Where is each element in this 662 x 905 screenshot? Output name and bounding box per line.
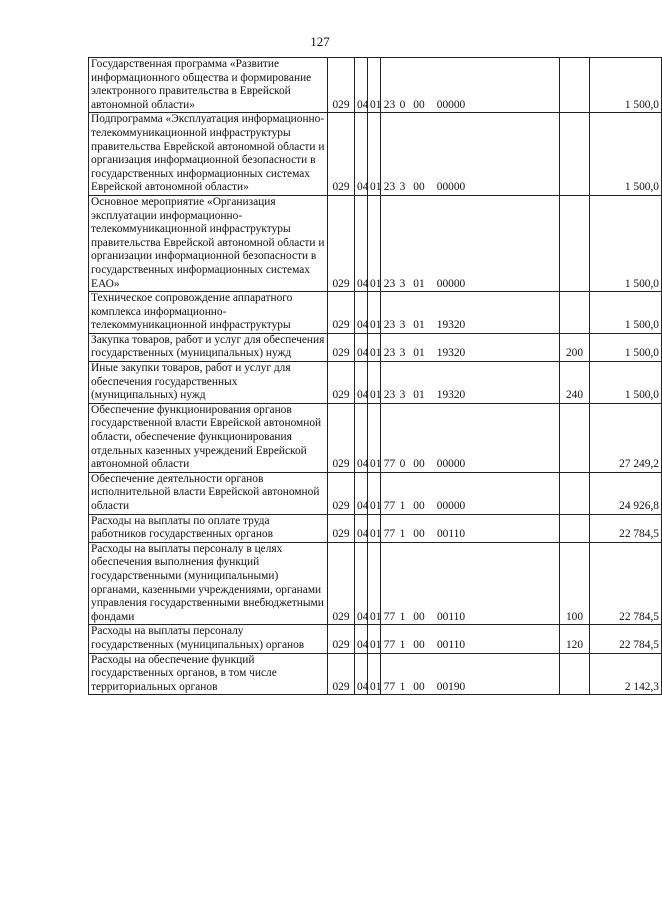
csr-activity: 00 bbox=[413, 181, 425, 194]
csr-subprogram: 3 bbox=[399, 347, 406, 360]
page-number: 127 bbox=[310, 34, 330, 49]
csr-program: 23 bbox=[383, 98, 396, 111]
amount: 27 249,2 bbox=[590, 403, 662, 472]
table-row bbox=[89, 542, 662, 625]
csr-program: 23 bbox=[383, 181, 396, 194]
target-article-code bbox=[381, 113, 560, 196]
csr-direction: 19320 bbox=[436, 389, 466, 402]
expense-type-code bbox=[560, 514, 590, 542]
csr-activity: 01 bbox=[413, 319, 425, 332]
csr-program: 77 bbox=[383, 528, 396, 541]
section-code: 04 bbox=[355, 472, 368, 514]
csr-program: 23 bbox=[383, 277, 396, 290]
row-name: Обеспечение функционирования органов государственной власти Еврейской автономной области, обеспечение функционирования отдельных казенных учреждений Еврейской автономной области bbox=[89, 403, 328, 472]
table-row bbox=[89, 292, 662, 334]
row-name: Государственная программа «Развитие информационного общества и формирование электронного правительства в Еврейской автономной области» bbox=[89, 58, 328, 113]
expense-type-code: 200 bbox=[560, 333, 590, 361]
csr-activity: 00 bbox=[413, 680, 425, 693]
grbs-code: 029 bbox=[328, 362, 355, 404]
csr-activity: 01 bbox=[413, 347, 425, 360]
expense-type-code: 120 bbox=[560, 625, 590, 653]
csr-subprogram: 1 bbox=[399, 638, 406, 651]
row-name: Иные закупки товаров, работ и услуг для обеспечения государственных (муниципальных) нужд bbox=[89, 362, 328, 404]
amount: 1 500,0 bbox=[590, 195, 662, 291]
amount: 2 142,3 bbox=[590, 653, 662, 695]
subsection-code: 01 bbox=[368, 625, 381, 653]
csr-subprogram: 3 bbox=[399, 277, 406, 290]
row-name: Обеспечение деятельности органов исполнительной власти Еврейской автономной области bbox=[89, 472, 328, 514]
target-article-code bbox=[381, 195, 560, 291]
grbs-code: 029 bbox=[328, 195, 355, 291]
csr-direction: 19320 bbox=[436, 347, 466, 360]
target-article-code bbox=[381, 403, 560, 472]
csr-subprogram: 0 bbox=[399, 458, 406, 471]
csr-direction: 00000 bbox=[436, 277, 466, 290]
csr-program: 77 bbox=[383, 458, 396, 471]
row-name: Основное мероприятие «Организация эксплуатации информационно-телекоммуникационной инфраструктуры правительства Еврейской автономной области и организации информационной безопасности в государственных информационных системах ЕАО» bbox=[89, 195, 328, 291]
subsection-code: 01 bbox=[368, 292, 381, 334]
expense-type-code bbox=[560, 113, 590, 196]
row-name: Расходы на выплаты персоналу государственных (муниципальных) органов bbox=[89, 625, 328, 653]
subsection-code: 01 bbox=[368, 472, 381, 514]
csr-activity: 00 bbox=[413, 98, 425, 111]
section-code: 04 bbox=[355, 195, 368, 291]
csr-activity: 00 bbox=[413, 610, 425, 623]
csr-subprogram: 3 bbox=[399, 389, 406, 402]
section-code: 04 bbox=[355, 542, 368, 625]
grbs-code: 029 bbox=[328, 333, 355, 361]
target-article-code bbox=[381, 625, 560, 653]
section-code: 04 bbox=[355, 58, 368, 113]
csr-direction: 00000 bbox=[436, 458, 466, 471]
expense-type-code bbox=[560, 472, 590, 514]
csr-subprogram: 1 bbox=[399, 680, 406, 693]
expense-type-code: 240 bbox=[560, 362, 590, 404]
csr-program: 77 bbox=[383, 680, 396, 693]
csr-subprogram: 1 bbox=[399, 528, 406, 541]
csr-subprogram: 1 bbox=[399, 610, 406, 623]
csr-direction: 00000 bbox=[436, 500, 466, 512]
section-code: 04 bbox=[355, 403, 368, 472]
row-name: Расходы на выплаты по оплате труда работников государственных органов bbox=[89, 514, 328, 542]
subsection-code: 01 bbox=[368, 58, 381, 113]
csr-direction: 00190 bbox=[436, 680, 466, 693]
csr-program: 23 bbox=[383, 319, 396, 332]
row-name: Закупка товаров, работ и услуг для обеспечения государственных (муниципальных) нужд bbox=[89, 333, 328, 361]
grbs-code: 029 bbox=[328, 472, 355, 514]
subsection-code: 01 bbox=[368, 514, 381, 542]
subsection-code: 01 bbox=[368, 333, 381, 361]
target-article-code bbox=[381, 542, 560, 625]
expense-type-code bbox=[560, 195, 590, 291]
amount: 1 500,0 bbox=[590, 362, 662, 404]
row-name: Техническое сопровождение аппаратного комплекса информационно-телекоммуникационной инфраструктуры bbox=[89, 292, 328, 334]
section-code: 04 bbox=[355, 653, 368, 695]
csr-direction: 00000 bbox=[436, 98, 466, 111]
amount: 22 784,5 bbox=[590, 542, 662, 625]
row-name: Расходы на обеспечение функций государственных органов, в том числе территориальных органов bbox=[89, 653, 328, 695]
table-row bbox=[89, 195, 662, 291]
subsection-code: 01 bbox=[368, 403, 381, 472]
section-code: 04 bbox=[355, 362, 368, 404]
row-name: Подпрограмма «Эксплуатация информационно-телекоммуникационной инфраструктуры правительства Еврейской автономной области и организация информационной безопасности в государственных информационных системах Еврейской автономной области» bbox=[89, 113, 328, 196]
section-code: 04 bbox=[355, 292, 368, 334]
expense-type-code bbox=[560, 653, 590, 695]
table-row bbox=[89, 625, 662, 653]
target-article-code bbox=[381, 333, 560, 361]
subsection-code: 01 bbox=[368, 542, 381, 625]
csr-direction: 00000 bbox=[436, 181, 466, 194]
grbs-code: 029 bbox=[328, 403, 355, 472]
csr-activity: 00 bbox=[413, 458, 425, 471]
section-code: 04 bbox=[355, 333, 368, 361]
row-name: Расходы на выплаты персоналу в целях обеспечения выполнения функций государственными (муниципальными) органами, казенными учреждениями, органами управления государственными внебюджетными фондами bbox=[89, 542, 328, 625]
amount: 22 784,5 bbox=[590, 625, 662, 653]
csr-program: 77 bbox=[383, 610, 396, 623]
grbs-code: 029 bbox=[328, 514, 355, 542]
expense-type-code bbox=[560, 58, 590, 113]
csr-program: 23 bbox=[383, 389, 396, 402]
table-row bbox=[89, 472, 662, 514]
csr-subprogram: 0 bbox=[399, 98, 406, 111]
csr-activity: 00 bbox=[413, 638, 425, 651]
expense-type-code: 100 bbox=[560, 542, 590, 625]
csr-activity: 00 bbox=[413, 528, 425, 541]
subsection-code: 01 bbox=[368, 113, 381, 196]
target-article-code bbox=[381, 514, 560, 542]
target-article-code bbox=[381, 362, 560, 404]
amount: 22 784,5 bbox=[590, 514, 662, 542]
section-code: 04 bbox=[355, 625, 368, 653]
grbs-code: 029 bbox=[328, 542, 355, 625]
amount: 1 500,0 bbox=[590, 58, 662, 113]
table-row bbox=[89, 333, 662, 361]
grbs-code: 029 bbox=[328, 113, 355, 196]
amount: 24 926,8 bbox=[590, 472, 662, 514]
csr-program: 77 bbox=[383, 638, 396, 651]
section-code: 04 bbox=[355, 514, 368, 542]
table-row bbox=[89, 362, 662, 404]
table-row bbox=[89, 58, 662, 113]
table-row bbox=[89, 403, 662, 472]
table-row bbox=[89, 514, 662, 542]
amount: 1 500,0 bbox=[590, 292, 662, 334]
grbs-code: 029 bbox=[328, 653, 355, 695]
table-row bbox=[89, 113, 662, 196]
table-row bbox=[89, 653, 662, 695]
target-article-code bbox=[381, 472, 560, 514]
subsection-code: 01 bbox=[368, 362, 381, 404]
budget-table bbox=[88, 57, 662, 695]
csr-activity: 00 bbox=[413, 500, 425, 512]
amount: 1 500,0 bbox=[590, 113, 662, 196]
csr-activity: 01 bbox=[413, 389, 425, 402]
csr-direction: 00110 bbox=[436, 528, 466, 541]
csr-activity: 01 bbox=[413, 277, 425, 290]
grbs-code: 029 bbox=[328, 58, 355, 113]
target-article-code bbox=[381, 58, 560, 113]
csr-program: 23 bbox=[383, 347, 396, 360]
grbs-code: 029 bbox=[328, 292, 355, 334]
target-article-code bbox=[381, 653, 560, 695]
amount: 1 500,0 bbox=[590, 333, 662, 361]
csr-program: 77 bbox=[383, 500, 396, 512]
target-article-code bbox=[381, 292, 560, 334]
subsection-code: 01 bbox=[368, 653, 381, 695]
csr-direction: 00110 bbox=[436, 610, 466, 623]
csr-subprogram: 3 bbox=[399, 319, 406, 332]
csr-subprogram: 1 bbox=[399, 500, 406, 512]
subsection-code: 01 bbox=[368, 195, 381, 291]
csr-direction: 00110 bbox=[436, 638, 466, 651]
csr-direction: 19320 bbox=[436, 319, 466, 332]
expense-type-code bbox=[560, 403, 590, 472]
expense-type-code bbox=[560, 292, 590, 334]
grbs-code: 029 bbox=[328, 625, 355, 653]
section-code: 04 bbox=[355, 113, 368, 196]
csr-subprogram: 3 bbox=[399, 181, 406, 194]
